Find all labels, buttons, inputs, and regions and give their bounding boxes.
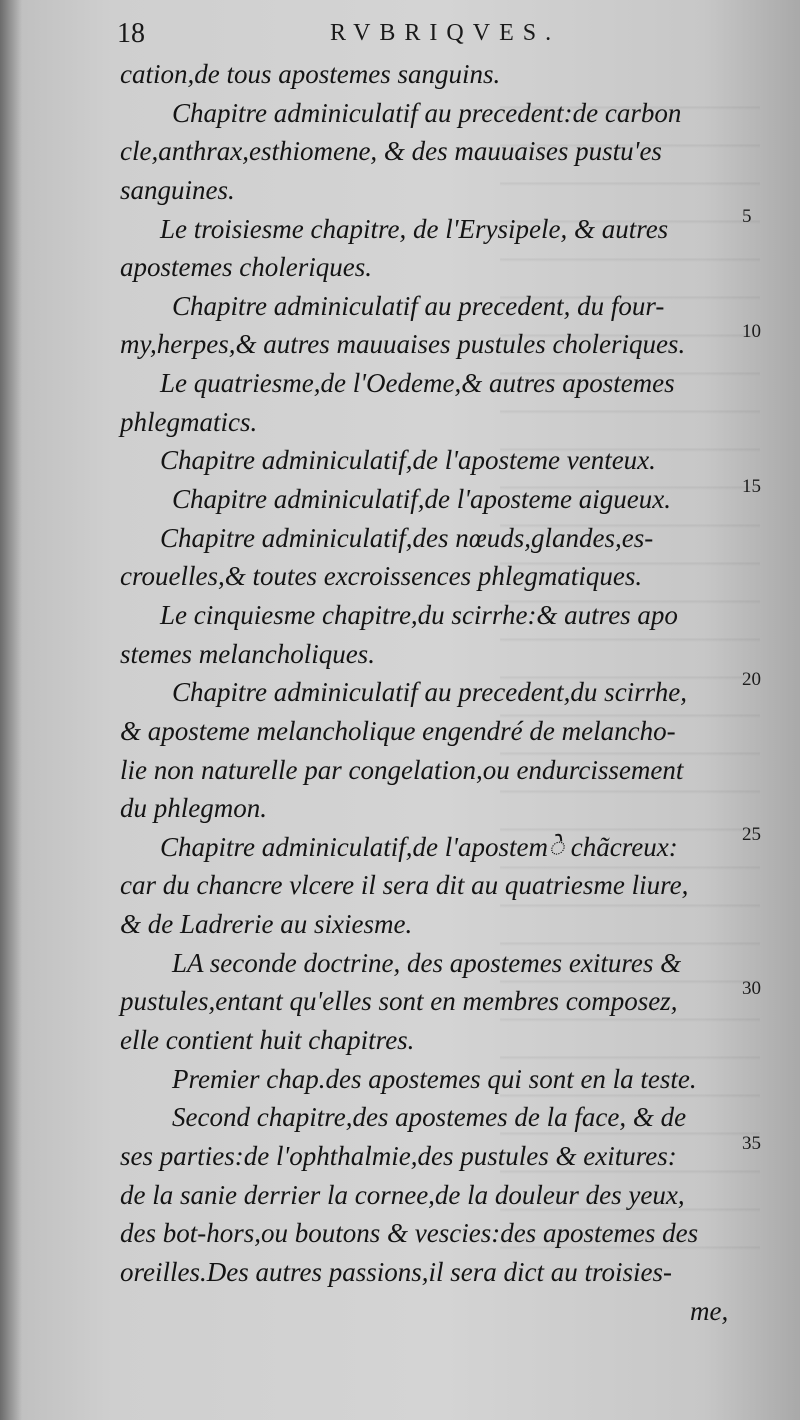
text-line [0, 978, 800, 1021]
text-line [0, 1176, 800, 1215]
line-text: phlegmatics. [120, 406, 258, 437]
line-text: Premier chap.des apostemes qui sont en la teste. [172, 1063, 697, 1094]
text-line [0, 519, 800, 558]
text-line [0, 364, 800, 403]
line-text: LA seconde doctrine, des apostemes exitures & [172, 947, 682, 978]
line-text: elle contient huit chapitres. [120, 1025, 415, 1056]
margin-line-number: 10 [742, 321, 761, 343]
margin-line-number: 15 [742, 476, 761, 498]
text-line [0, 248, 800, 287]
line-text: cle,anthrax,esthiomene, & des mauuaises pustu'es [120, 136, 662, 167]
line-text: Chapitre adminiculatif,des nœuds,glandes,es- [160, 522, 654, 553]
page-number: 18 [117, 18, 145, 49]
text-line [0, 596, 800, 635]
line-text: Second chapitre,des apostemes de la face, & de [172, 1102, 687, 1133]
text-line [0, 944, 800, 983]
line-text: oreilles.Des autres passions,il sera dict au troisies- [120, 1256, 672, 1287]
page-header [0, 18, 800, 54]
text-line [0, 476, 800, 519]
text-line [0, 789, 800, 828]
text-line [0, 1214, 800, 1253]
line-text: pustules,entant qu'elles sont en membres composez, [120, 986, 678, 1017]
line-text: du phlegmon. [120, 793, 267, 824]
line-text: des bot-hors,ou boutons & vescies:des apostemes des [120, 1218, 699, 1249]
line-text: Chapitre adminiculatif,de l'apostemे chãcreux: [160, 831, 678, 862]
margin-line-number: 20 [742, 669, 761, 691]
text-block [0, 55, 800, 1330]
text-line [0, 132, 800, 171]
line-text: my,herpes,& autres mauuaises pustules choleriques. [120, 329, 686, 360]
line-text: & aposteme melancholique engendré de melancho- [120, 715, 676, 746]
text-line [0, 287, 800, 326]
margin-line-number: 30 [742, 978, 761, 1000]
margin-line-number: 25 [742, 823, 761, 845]
line-text: Chapitre adminiculatif au precedent,du scirrhe, [172, 677, 687, 708]
line-text: sanguines. [120, 174, 235, 205]
text-line [0, 1060, 800, 1099]
margin-line-number: 35 [742, 1132, 761, 1154]
text-line [0, 712, 800, 751]
text-line [0, 669, 800, 712]
margin-line-number: 5 [742, 205, 752, 227]
line-text: Le quatriesme,de l'Oedeme,& autres apostemes [160, 368, 675, 399]
line-text: & de Ladrerie au sixiesme. [120, 909, 413, 940]
running-head: RVBRIQVES. [330, 20, 561, 46]
text-line [0, 1132, 800, 1176]
text-line [0, 635, 800, 674]
text-line [0, 1021, 800, 1060]
line-text: Le cinquiesme chapitre,du scirrhe:& autres apo [160, 599, 678, 630]
text-line [0, 205, 800, 249]
line-text: de la sanie derrier la cornee,de la douleur des yeux, [120, 1179, 685, 1210]
text-line [0, 557, 800, 596]
line-text: cation,de tous apostemes sanguins. [120, 59, 501, 89]
line-text: Chapitre adminiculatif,de l'aposteme venteux. [160, 445, 656, 476]
line-text: ses parties:de l'ophthalmie,des pustules & exitures: [120, 1140, 677, 1171]
line-text: Le troisiesme chapitre, de l'Erysipele, & autres [160, 213, 669, 244]
line-text: Chapitre adminiculatif au precedent, du four- [172, 290, 665, 321]
line-text: crouelles,& toutes excroissences phlegmatiques. [120, 561, 643, 592]
text-line [0, 171, 800, 210]
text-line [0, 55, 800, 94]
text-line [0, 1253, 800, 1292]
line-text: Chapitre adminiculatif,de l'aposteme aigueux. [172, 484, 671, 515]
text-line [0, 1098, 800, 1137]
line-text: apostemes choleriques. [120, 252, 372, 283]
text-line [0, 866, 800, 905]
text-line [0, 94, 800, 133]
line-text: lie non naturelle par congelation,ou endurcissement [120, 754, 684, 785]
text-line [0, 751, 800, 790]
line-text: stemes melancholiques. [120, 638, 375, 669]
line-text: Chapitre adminiculatif au precedent:de carbon [172, 97, 682, 128]
text-line [0, 823, 800, 867]
text-line [0, 905, 800, 944]
line-text: car du chancre vlcere il sera dit au quatriesme liure, [120, 870, 689, 901]
text-line [0, 441, 800, 480]
line-text: me, [690, 1295, 729, 1326]
text-line [0, 1292, 800, 1331]
text-line [0, 321, 800, 364]
text-line [0, 403, 800, 442]
